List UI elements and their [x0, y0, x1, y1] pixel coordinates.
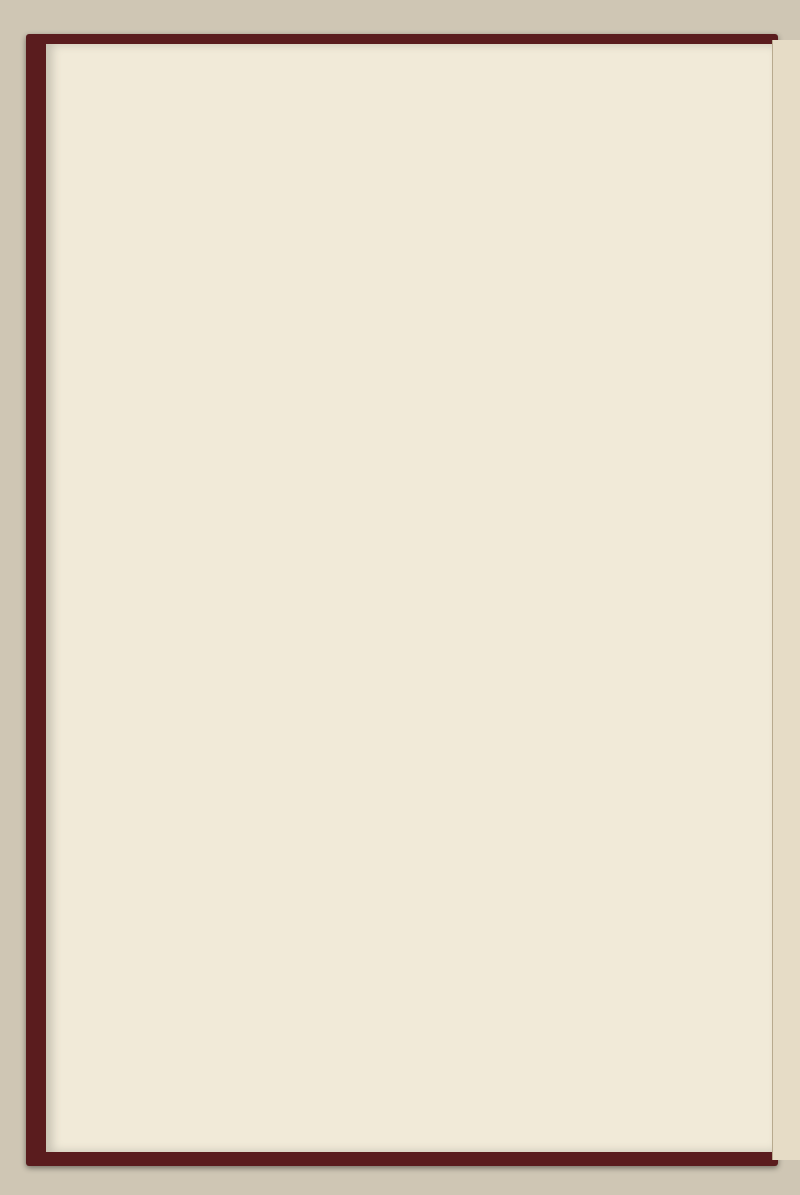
next-page-text: [777, 180, 799, 1120]
top-section: [118, 183, 686, 603]
next-page-edge: [772, 40, 800, 1160]
bottom-section: [118, 630, 730, 1050]
